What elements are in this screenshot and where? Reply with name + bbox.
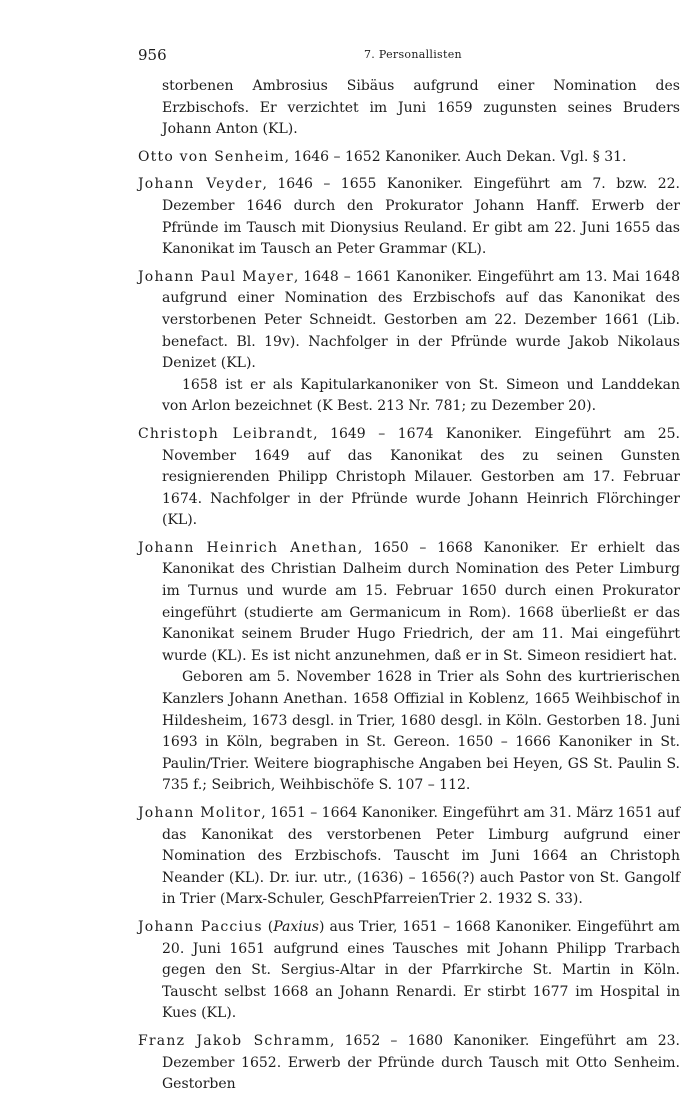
entry-johann-paccius: Johann Paccius (Paxius) aus Trier, 1651 – 1668 Kanoniker. Eingeführt am 20. Juni 1651 aufgrund eines Tausches mit Johann Philipp Trarbach gegen den St. Sergius-Altar in der Pfarrkirche St. Martin in Köln. Tauscht selbst 1668 an Johann Renardi. Er stirbt 1677 im Hospital in Kues (KL). xyxy=(138,918,681,1022)
entry-text: , 1652 – 1680 Kanoniker. Eingeführt am 23. Dezember 1652. Erwerb der Pfründe durch Tausch mit Otto Senheim. Gestorben xyxy=(162,1032,681,1093)
entry-name: Johann Heinrich Anethan xyxy=(138,539,358,556)
entry-johann-molitor xyxy=(138,803,680,911)
entry-johann-heinrich-anethan xyxy=(138,538,680,668)
entry-johann-veyder xyxy=(138,174,680,260)
entry-text: , 1651 – 1664 Kanoniker. Eingeführt am 31. März 1651 auf das Kanonikat des verstorbenen Peter Limburg aufgrund einer Nomination des Erzbischofs. Tauscht im Juni 1664 an Christoph Neander (KL). Dr. iur. utr., (1636) – 1656(?) auch Pastor von St. Gangolf in Trier (Marx-Schuler, GeschPfarreienTrier 2. 1932 S. 33). xyxy=(162,805,681,908)
continued-entry-text: storbenen Ambrosius Sibäus aufgrund einer Nomination des Erzbischofs. Er verzichtet im Juni 1659 zugunsten seines Bruders Johann Anton (KL). xyxy=(162,78,680,138)
entry-alias: Paxius xyxy=(273,918,319,935)
entry-name: Johann Paccius xyxy=(138,918,263,935)
page-header xyxy=(138,46,678,66)
entry-text: , 1649 – 1674 Kanoniker. Eingeführt am 25. November 1649 auf das Kanonikat des zu seinen Gunsten resignierenden Philipp Christoph Milauer. Gestorben am 17. Februar 1674. Nachfolger in der Pfründe wurde Johann Heinrich Flörchinger (KL). xyxy=(162,425,680,529)
entry-johann-paul-mayer xyxy=(138,267,680,375)
entry-name: Otto von Senheim xyxy=(138,148,285,165)
entry-christoph-leibrandt xyxy=(138,424,680,532)
entry-franz-jakob-schramm xyxy=(138,1031,680,1096)
entry-note: 1658 ist er als Kapitularkanoniker von St. Simeon und Landdekan von Arlon bezeichnet (K Best. 213 Nr. 781; zu Dezember 20). xyxy=(162,376,680,415)
entry-name: Johann Molitor xyxy=(138,805,262,821)
entry-name: Franz Jakob Schramm xyxy=(138,1032,331,1049)
entry-text: , 1646 – 1652 Kanoniker. Auch Dekan. Vgl. § 31. xyxy=(284,148,627,165)
entry-note: Geboren am 5. November 1628 in Trier als Sohn des kurtrierischen Kanzlers Johann Anethan. 1658 Offizial in Koblenz, 1665 Weihbischof in Hildesheim, 1673 desgl. in Trier, 1680 desgl. in Köln. Gestorben 18. Juni 1693 in Köln, begraben in St. Gereon. 1650 – 1666 Kanoniker in St. Paulin/Trier. Weitere biographische Angaben bei Heyen, GS St. Paulin S. 735 f.; Seibrich, Weihbischöfe S. 107 – 112. xyxy=(162,669,680,794)
page-number: 956 xyxy=(138,46,167,64)
entry-name: Johann Paul Mayer xyxy=(138,268,294,285)
entry-text: , 1650 – 1668 Kanoniker. Er erhielt das Kanonikat des Christian Dalheim durch Nomination des Peter Limburg im Turnus und wurde am 15. Februar 1650 durch einen Prokurator eingeführt (studierte am Germanicum in Rom). 1668 überließt er das Kanonikat seinem Bruder Hugo Friedrich, der am 11. Mai eingeführt wurde (KL). Es ist nicht anzunehmen, daß er in St. Simeon residiert hat. xyxy=(162,539,680,664)
running-head: 7. Personallisten xyxy=(364,48,462,61)
entry-name: Johann Veyder xyxy=(138,176,263,193)
entry-text: aus Trier, 1651 – 1668 Kanoniker. Eingeführt am 20. Juni 1651 aufgrund eines Tausches mit Johann Philipp Trarbach gegen den St. Sergius-Altar in der Pfarrkirche St. Martin in Köln. Tauscht selbst 1668 an Johann Renardi. Er stirbt 1677 im Hospital in Kues (KL). xyxy=(162,918,681,1022)
entry-text: , 1646 – 1655 Kanoniker. Eingeführt am 7. bzw. 22. Dezember 1646 durch den Prokurator Johann Hanff. Erwerb der Pfründe im Tausch mit Dionysius Reuland. Er gibt am 22. Juni 1655 das Kanonikat im Tausch an Peter Grammar (KL). xyxy=(162,176,680,258)
entry-text: , 1648 – 1661 Kanoniker. Eingeführt am 13. Mai 1648 aufgrund einer Nomination des Erzbischofs auf das Kanonikat des verstorbenen Peter Schneidt. Gestorben am 22. Dezember 1661 (Lib. benefact. Bl. 19v). Nachfolger in der Pfründe wurde Jakob Nikolaus Denizet (KL). xyxy=(162,268,680,372)
entry-otto-von-senheim xyxy=(138,147,680,169)
page-body xyxy=(138,76,680,1096)
entry-name: Christoph Leibrandt xyxy=(138,425,314,442)
